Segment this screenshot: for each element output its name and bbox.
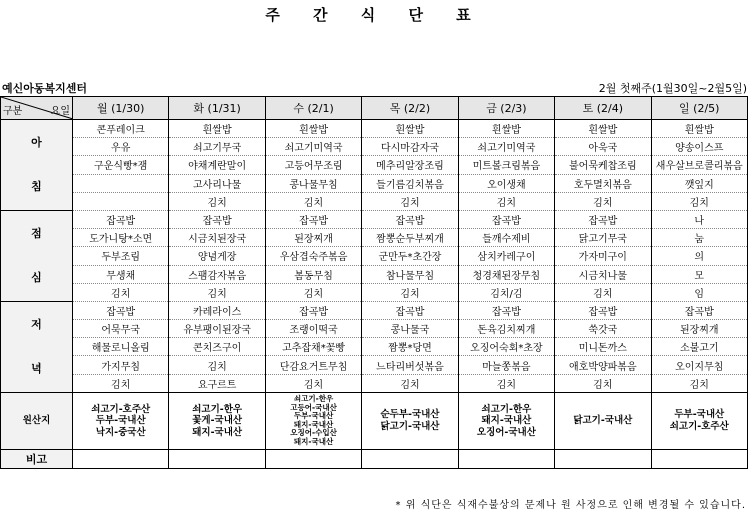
menu-item: 김치 (555, 283, 651, 301)
menu-row (1, 156, 748, 174)
menu-item: 잡곡밥 (555, 301, 651, 319)
menu-item: 된장찌개 (265, 229, 361, 247)
menu-item: 아욱국 (555, 138, 651, 156)
menu-row (1, 192, 748, 210)
origin-entry: 순두부-국내산 (380, 409, 440, 421)
menu-row (1, 356, 748, 374)
menu-item: 새우살브로콜리볶음 (651, 156, 747, 174)
menu-item: 우삼겹숙주볶음 (265, 247, 361, 265)
menu-item: 쑥갓국 (555, 320, 651, 338)
meal-label-char: 점 (31, 226, 42, 240)
menu-item: 잡곡밥 (265, 301, 361, 319)
menu-item: 모 (651, 265, 747, 283)
menu-item: 야채계란말이 (169, 156, 265, 174)
menu-item: 요구르트 (169, 374, 265, 392)
menu-item: 삼치카레구이 (458, 247, 554, 265)
menu-item: 닭고기무국 (555, 229, 651, 247)
note-cell (362, 449, 458, 468)
menu-item: 김치 (265, 374, 361, 392)
menu-item: 잡곡밥 (458, 301, 554, 319)
menu-item: 오징어숙회*초장 (458, 338, 554, 356)
menu-item: 흰쌀밥 (458, 120, 554, 138)
menu-item: 잡곡밥 (73, 210, 169, 228)
origin-cell (555, 392, 651, 449)
menu-item: 김치/김 (458, 283, 554, 301)
menu-item: 흰쌀밥 (651, 120, 747, 138)
meal-label (1, 120, 73, 211)
menu-item: 두부조림 (73, 247, 169, 265)
menu-item: 김치 (555, 374, 651, 392)
menu-row (1, 174, 748, 192)
menu-item: 된장찌개 (651, 320, 747, 338)
menu-row (1, 338, 748, 356)
origin-entry: 쇠고기-호주산 (91, 403, 151, 415)
menu-item: 봄동무침 (265, 265, 361, 283)
menu-item: 무생채 (73, 265, 169, 283)
note-label: 비고 (1, 449, 73, 468)
menu-item: 잡곡밥 (265, 210, 361, 228)
menu-item: 흰쌀밥 (362, 120, 458, 138)
origin-label: 원산지 (1, 392, 73, 449)
menu-item: 메추리알장조림 (362, 156, 458, 174)
menu-item: 카레라이스 (169, 301, 265, 319)
menu-item: 깻잎지 (651, 174, 747, 192)
menu-item: 구운식빵*잼 (73, 156, 169, 174)
menu-item: 미니돈까스 (555, 338, 651, 356)
origin-entry: 낙지-중국산 (95, 426, 146, 438)
origin-cell (169, 392, 265, 449)
day-header: 수 (2/1) (265, 97, 361, 120)
menu-row (1, 120, 748, 138)
menu-item: 김치 (362, 374, 458, 392)
menu-item: 쇠고기미역국 (265, 138, 361, 156)
day-header: 토 (2/4) (555, 97, 651, 120)
menu-item: 흰쌀밥 (265, 120, 361, 138)
menu-item: 다시마감자국 (362, 138, 458, 156)
menu-row (1, 265, 748, 283)
day-header-row (1, 97, 748, 120)
note-cell (169, 449, 265, 468)
origin-entry: 꽃게-국내산 (192, 415, 243, 427)
menu-item: 흰쌀밥 (169, 120, 265, 138)
menu-row (1, 301, 748, 319)
day-header: 월 (1/30) (73, 97, 169, 120)
weekly-menu-table (0, 96, 748, 469)
meal-label-char: 녁 (31, 361, 42, 375)
day-header: 목 (2/2) (362, 97, 458, 120)
menu-item: 잡곡밥 (362, 210, 458, 228)
menu-row (1, 138, 748, 156)
menu-item: 쇠고기무국 (169, 138, 265, 156)
menu-item: 잡곡밥 (555, 210, 651, 228)
menu-item: 나 (651, 210, 747, 228)
menu-item: 김치 (169, 356, 265, 374)
origin-cell (265, 392, 361, 449)
menu-item: 고추잡채*꽃빵 (265, 338, 361, 356)
origin-cell (362, 392, 458, 449)
origin-entry: 두부-국내산 (95, 415, 146, 427)
menu-item: 청경채된장무침 (458, 265, 554, 283)
menu-item: 시금치된장국 (169, 229, 265, 247)
origin-entry: 돼지-국내산 (293, 437, 334, 446)
organization-name: 예신아동복지센터 (2, 82, 88, 95)
menu-item: 김치 (169, 283, 265, 301)
menu-item: 고사리나물 (169, 174, 265, 192)
menu-item: 잡곡밥 (458, 210, 554, 228)
menu-item: 김치 (169, 192, 265, 210)
note-cell (651, 449, 747, 468)
corner-label-day: 요일 (50, 106, 70, 117)
menu-row (1, 320, 748, 338)
note-cell (265, 449, 361, 468)
menu-item (73, 192, 169, 210)
menu-item: 참나물무침 (362, 265, 458, 283)
menu-item: 짬뽕*당면 (362, 338, 458, 356)
menu-item: 김치 (362, 283, 458, 301)
note-cell (555, 449, 651, 468)
menu-item: 시금치나물 (555, 265, 651, 283)
menu-item: 흰쌀밥 (555, 120, 651, 138)
meal-label (1, 210, 73, 301)
meal-label-char: 침 (31, 179, 42, 193)
menu-item: 스팸감자볶음 (169, 265, 265, 283)
day-header: 일 (2/5) (651, 97, 747, 120)
origin-entry: 오징어-수입산 (290, 428, 337, 438)
menu-item: 불어묵케찹조림 (555, 156, 651, 174)
menu-item: 잡곡밥 (169, 210, 265, 228)
menu-item: 잡곡밥 (73, 301, 169, 319)
origin-entry: 닭고기-국내산 (573, 415, 633, 427)
origin-entry: 닭고기-국내산 (380, 420, 440, 432)
meal-label-char: 아 (31, 135, 42, 149)
menu-row (1, 283, 748, 301)
menu-item: 유부팽이된장국 (169, 320, 265, 338)
menu-item: 오이지무침 (651, 356, 747, 374)
origin-entry: 두부-국내산 (674, 409, 725, 421)
menu-item: 어묵무국 (73, 320, 169, 338)
menu-item: 잡곡밥 (651, 301, 747, 319)
menu-row (1, 374, 748, 392)
menu-item: 콘푸레이크 (73, 120, 169, 138)
origin-entry: 돼지-국내산 (481, 415, 532, 427)
menu-item: 콘치즈구이 (169, 338, 265, 356)
menu-item: 쇠고기미역국 (458, 138, 554, 156)
origin-entry: 돼지-국내산 (192, 426, 243, 438)
menu-item: 느타리버섯볶음 (362, 356, 458, 374)
menu-item: 짬뽕순두부찌개 (362, 229, 458, 247)
menu-item: 김치 (362, 192, 458, 210)
menu-item: 우유 (73, 138, 169, 156)
menu-item: 김치 (651, 374, 747, 392)
origin-cell (73, 392, 169, 449)
menu-item: 가자미구이 (555, 247, 651, 265)
menu-item: 임 (651, 283, 747, 301)
meal-label-char: 심 (31, 270, 42, 284)
menu-item: 김치 (265, 283, 361, 301)
meal-label (1, 301, 73, 392)
menu-item: 콩나물국 (362, 320, 458, 338)
origin-entry: 쇠고기-호주산 (669, 420, 729, 432)
menu-item: 양송이스프 (651, 138, 747, 156)
menu-item: 김치 (458, 192, 554, 210)
meal-label-char: 저 (31, 317, 42, 331)
menu-item: 고등어무조림 (265, 156, 361, 174)
menu-item: 오이생채 (458, 174, 554, 192)
corner-label-category: 구분 (3, 106, 23, 117)
menu-item: 김치 (458, 374, 554, 392)
note-cell (458, 449, 554, 468)
menu-item: 잡곡밥 (362, 301, 458, 319)
origin-entry: 두부-국내산 (293, 411, 334, 421)
menu-item: 도가니탕*소면 (73, 229, 169, 247)
origin-entry: 고등어-국내산 (290, 402, 337, 412)
menu-row (1, 229, 748, 247)
origin-entry: 쇠고기-한우 (481, 403, 532, 415)
menu-item: 양념게장 (169, 247, 265, 265)
menu-item: 김치 (555, 192, 651, 210)
menu-item: 돈육김치찌개 (458, 320, 554, 338)
menu-row (1, 210, 748, 228)
origin-row (1, 392, 748, 449)
menu-item: 눔 (651, 229, 747, 247)
menu-item: 김치 (651, 192, 747, 210)
day-header: 금 (2/3) (458, 97, 554, 120)
menu-item: 애호박양파볶음 (555, 356, 651, 374)
menu-item: 들깨수제비 (458, 229, 554, 247)
menu-period: 2월 첫째주(1월30일~2월5일) (598, 82, 747, 95)
menu-item: 단감요거트무침 (265, 356, 361, 374)
menu-item: 조랭이떡국 (265, 320, 361, 338)
menu-item: 김치 (73, 374, 169, 392)
origin-entry: 쇠고기-한우 (293, 394, 334, 404)
menu-item: 의 (651, 247, 747, 265)
note-row (1, 449, 748, 468)
corner-cell (1, 97, 73, 120)
origin-cell (458, 392, 554, 449)
menu-row (1, 247, 748, 265)
footnote: * 위 식단은 식재수불상의 문제나 원 사정으로 인해 변경될 수 있습니다. (395, 500, 746, 511)
page-title: 주 간 식 단 표 (265, 6, 485, 24)
menu-item: 호두멸치볶음 (555, 174, 651, 192)
menu-item: 해물로니올림 (73, 338, 169, 356)
menu-item: 소불고기 (651, 338, 747, 356)
menu-item: 마늘쫑볶음 (458, 356, 554, 374)
origin-entry: 돼지-국내산 (293, 419, 334, 429)
note-cell (73, 449, 169, 468)
day-header: 화 (1/31) (169, 97, 265, 120)
origin-entry: 오징어-국내산 (476, 426, 536, 438)
origin-cell (651, 392, 747, 449)
menu-item: 김치 (265, 192, 361, 210)
menu-item: 군만두*초간장 (362, 247, 458, 265)
menu-item: 들기름김치볶음 (362, 174, 458, 192)
menu-item (73, 174, 169, 192)
menu-item: 콩나물무침 (265, 174, 361, 192)
menu-item: 미트볼크림볶음 (458, 156, 554, 174)
menu-item: 김치 (73, 283, 169, 301)
menu-item: 가지무침 (73, 356, 169, 374)
origin-entry: 쇠고기-한우 (192, 403, 243, 415)
